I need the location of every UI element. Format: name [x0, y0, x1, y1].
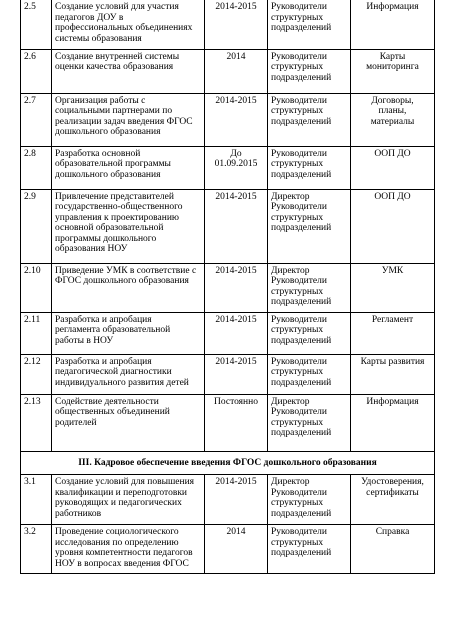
table-row	[21, 475, 435, 525]
task-cell: Содействие деятельности общественных объединений родителей	[52, 394, 205, 451]
result-cell: Информация	[351, 0, 435, 49]
plan-table	[20, 0, 435, 574]
document-page	[20, 0, 434, 574]
row-number: 2.10	[21, 263, 52, 312]
responsible-cell: Руководители структурных подразделений	[268, 312, 351, 354]
term-cell: Постоянно	[205, 394, 268, 451]
table-row	[21, 263, 435, 312]
responsible-cell: Директор Руководители структурных подразделений	[268, 263, 351, 312]
term-cell: До 01.09.2015	[205, 146, 268, 189]
term-cell: 2014	[205, 49, 268, 93]
result-cell: Договоры, планы, материалы	[351, 93, 435, 146]
row-number: 2.9	[21, 189, 52, 263]
term-cell: 2014-2015	[205, 263, 268, 312]
responsible-cell: Директор Руководители структурных подразделений	[268, 189, 351, 263]
task-cell: Приведение УМК в соответствие с ФГОС дошкольного образования	[52, 263, 205, 312]
result-cell: Карты мониторинга	[351, 49, 435, 93]
table-row	[21, 312, 435, 354]
term-cell: 2014-2015	[205, 475, 268, 525]
result-cell: Справка	[351, 525, 435, 574]
section-title: III. Кадровое обеспечение введения ФГОС дошкольного образования	[21, 451, 435, 475]
row-number: 2.8	[21, 146, 52, 189]
result-cell: ООП ДО	[351, 146, 435, 189]
term-cell: 2014-2015	[205, 354, 268, 394]
result-cell: УМК	[351, 263, 435, 312]
responsible-cell: Директор Руководители структурных подразделений	[268, 475, 351, 525]
term-cell: 2014-2015	[205, 189, 268, 263]
row-number: 2.13	[21, 394, 52, 451]
row-number: 3.2	[21, 525, 52, 574]
plan-table-body-3	[21, 475, 435, 574]
result-cell: Регламент	[351, 312, 435, 354]
row-number: 2.12	[21, 354, 52, 394]
task-cell: Разработка и апробация регламента образовательной работы в НОУ	[52, 312, 205, 354]
responsible-cell: Руководители структурных подразделений	[268, 93, 351, 146]
result-cell: ООП ДО	[351, 189, 435, 263]
table-row	[21, 0, 435, 49]
table-row	[21, 49, 435, 93]
table-row	[21, 146, 435, 189]
table-row	[21, 93, 435, 146]
table-row	[21, 189, 435, 263]
row-number: 2.7	[21, 93, 52, 146]
task-cell: Привлечение представителей государственно-общественного управления к проектированию основной образовательной программы дошкольного образования НОУ	[52, 189, 205, 263]
plan-table-body-2	[21, 0, 435, 451]
section-3-header	[21, 451, 435, 475]
responsible-cell: Руководители структурных подразделений	[268, 354, 351, 394]
term-cell: 2014-2015	[205, 93, 268, 146]
task-cell: Создание условий для участия педагогов ДОУ в профессиональных объединениях системы образования	[52, 0, 205, 49]
result-cell: Карты развития	[351, 354, 435, 394]
responsible-cell: Директор Руководители структурных подразделений	[268, 394, 351, 451]
task-cell: Организация работы с социальными партнерами по реализации задач введения ФГОС дошкольного образования	[52, 93, 205, 146]
responsible-cell: Руководители структурных подразделений	[268, 525, 351, 574]
row-number: 2.6	[21, 49, 52, 93]
term-cell: 2014-2015	[205, 312, 268, 354]
table-row	[21, 525, 435, 574]
result-cell: Удостоверения, сертификаты	[351, 475, 435, 525]
term-cell: 2014-2015	[205, 0, 268, 49]
table-row	[21, 394, 435, 451]
task-cell: Разработка и апробация педагогической диагностики индивидуального развития детей	[52, 354, 205, 394]
responsible-cell: Руководители структурных подразделений	[268, 146, 351, 189]
result-cell: Информация	[351, 394, 435, 451]
task-cell: Создание внутренней системы оценки качества образования	[52, 49, 205, 93]
row-number: 2.11	[21, 312, 52, 354]
task-cell: Проведение социологического исследования по определению уровня компетентности педагогов НОУ в вопросах введения ФГОС	[52, 525, 205, 574]
term-cell: 2014	[205, 525, 268, 574]
task-cell: Создание условий для повышения квалификации и переподготовки руководящих и педагогических работников	[52, 475, 205, 525]
row-number: 3.1	[21, 475, 52, 525]
task-cell: Разработка основной образовательной программы дошкольного образования	[52, 146, 205, 189]
table-row	[21, 354, 435, 394]
responsible-cell: Руководители структурных подразделений	[268, 49, 351, 93]
responsible-cell: Руководители структурных подразделений	[268, 0, 351, 49]
row-number: 2.5	[21, 0, 52, 49]
